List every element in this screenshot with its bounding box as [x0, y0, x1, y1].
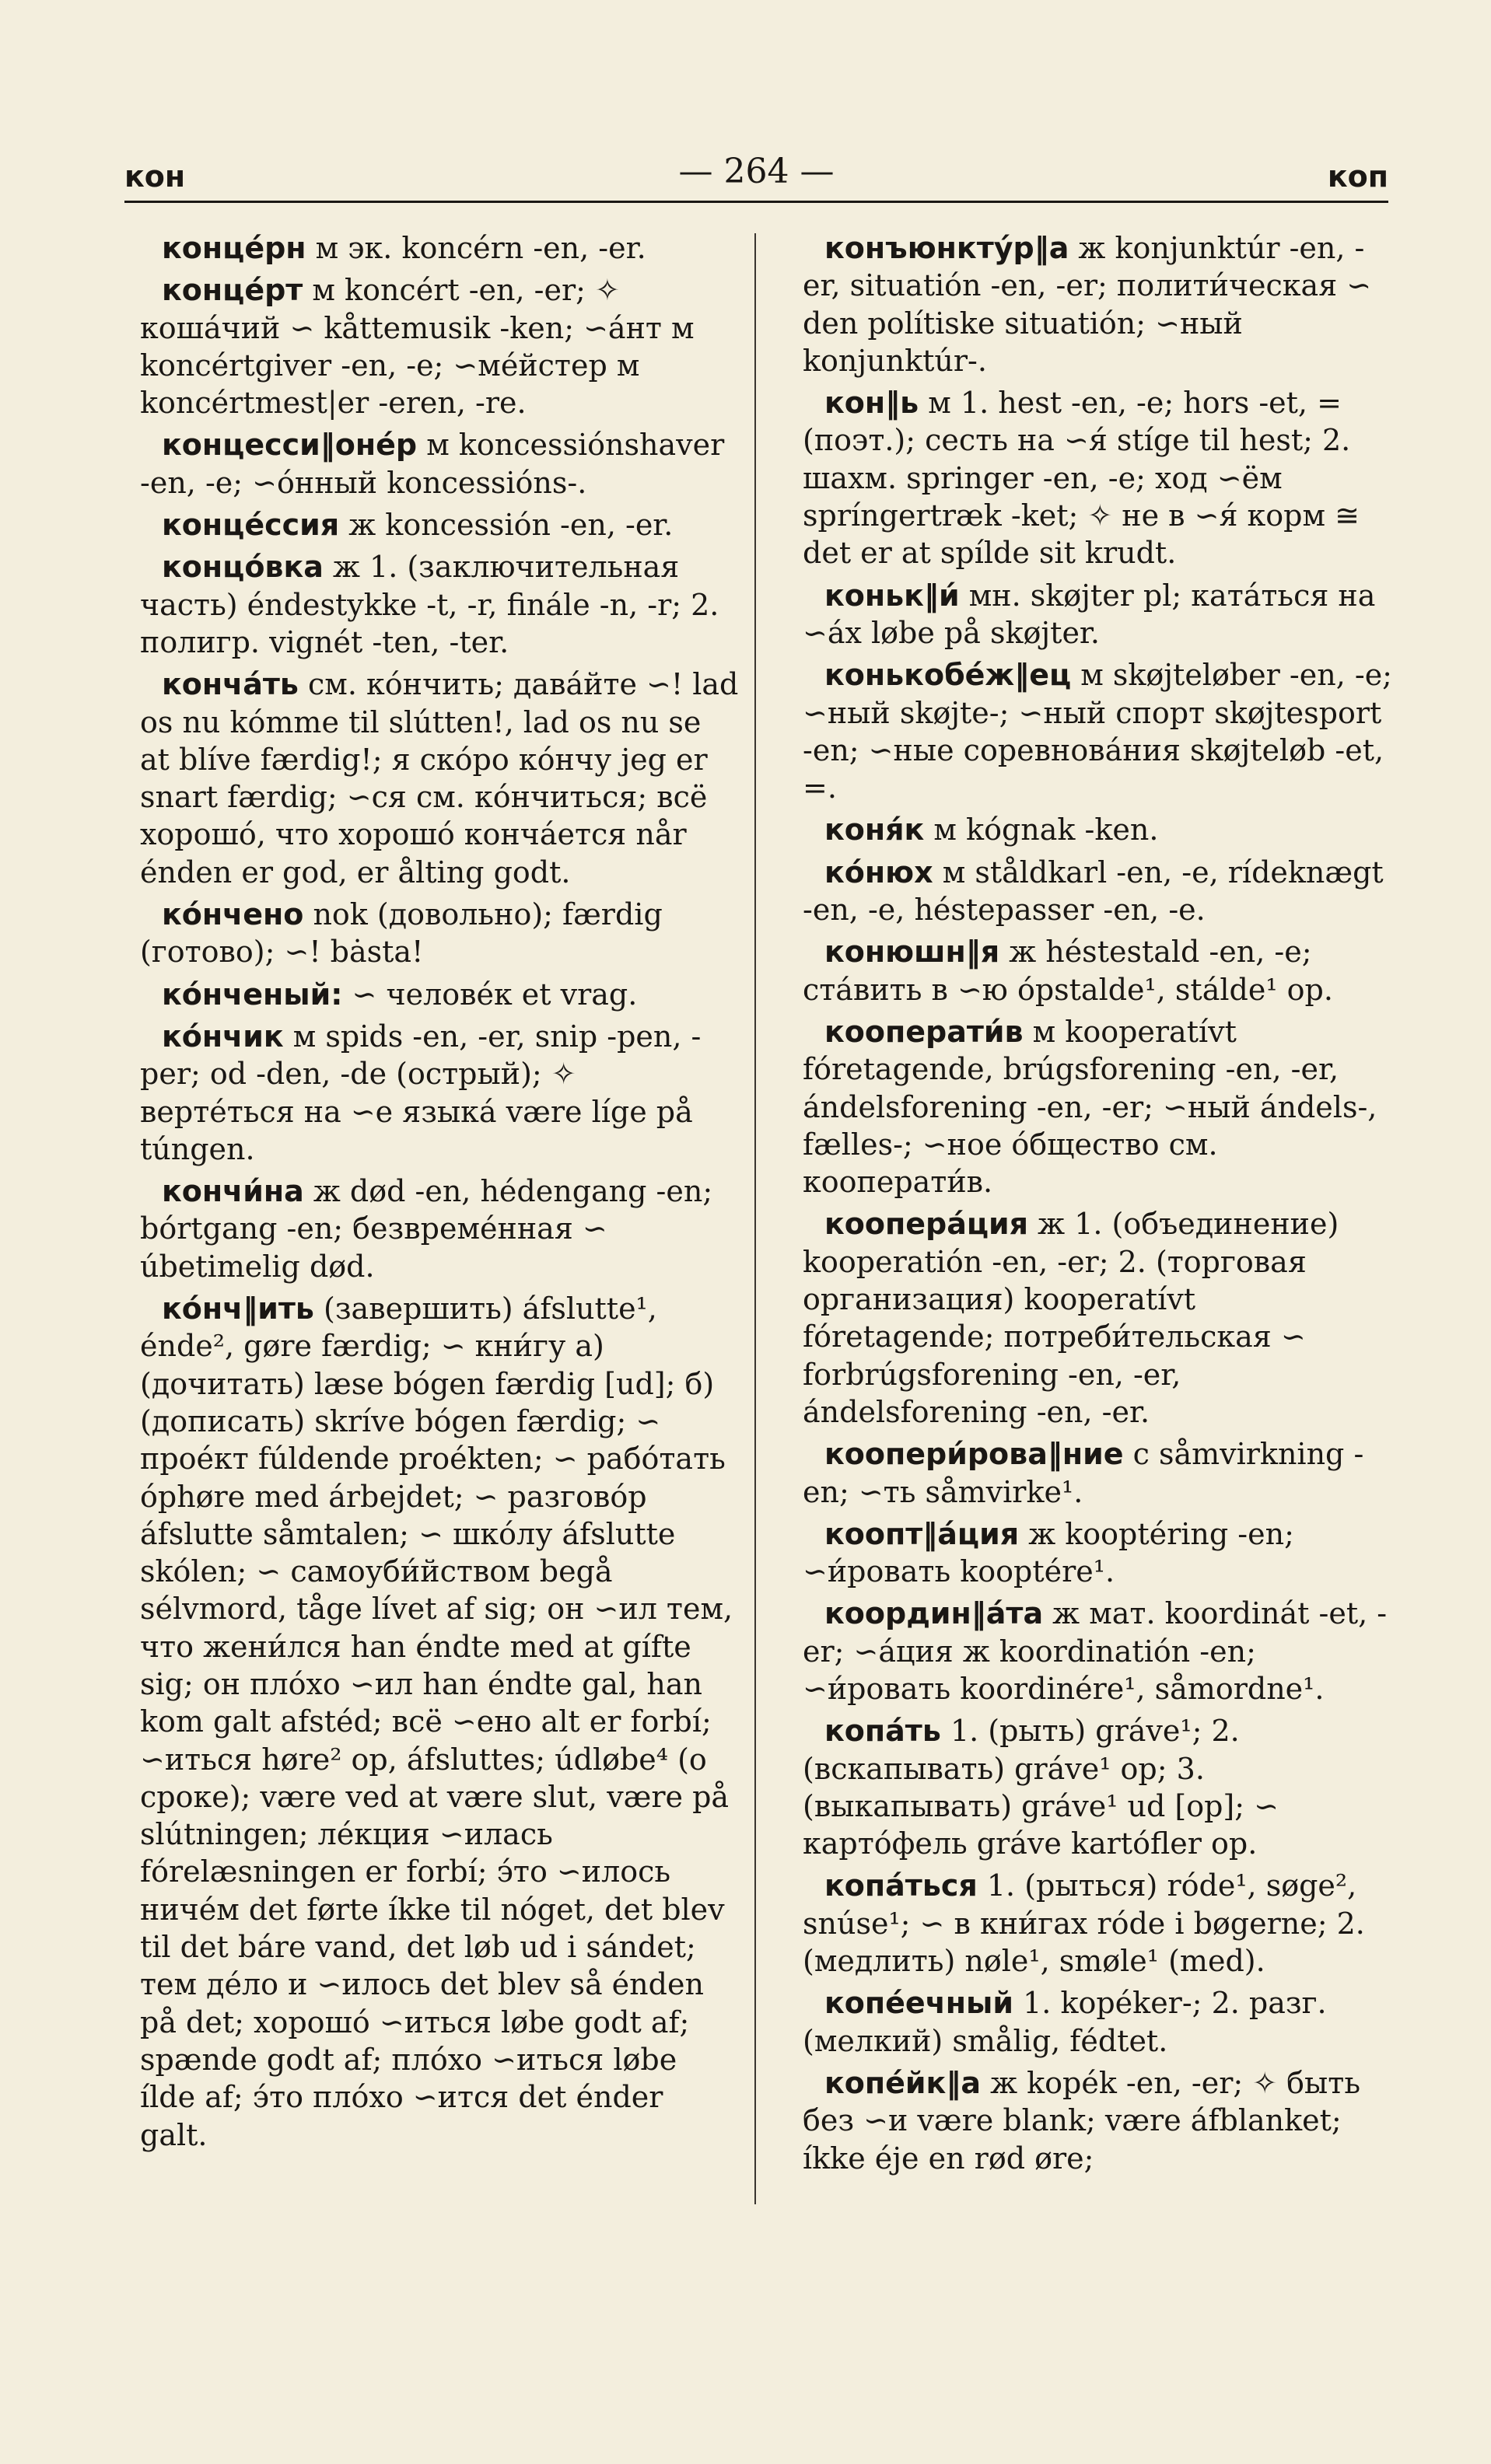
- dictionary-entry: [803, 656, 1394, 806]
- headword: коопeрáция: [824, 1207, 1029, 1242]
- header-rule: [124, 201, 1388, 203]
- headword: концéрт: [162, 273, 303, 308]
- dictionary-entry: [140, 548, 739, 661]
- entry-body: ж héstestald -en, -e; стáвить в ∽ю ópstalde¹, stálde¹ op.: [803, 935, 1333, 1007]
- entry-body: 1. kopéker-; 2. разг. (мелкий) smålig, fédtet.: [803, 1986, 1327, 2058]
- headword: кончáть: [162, 667, 299, 702]
- headword: координ‖áта: [824, 1596, 1044, 1631]
- entry-body: ж kooptéring -en; ∽и́ровать kooptére¹.: [803, 1516, 1294, 1589]
- left-column: [140, 229, 739, 2158]
- dictionary-entry: [803, 1515, 1394, 1591]
- headword: кооперати́в: [824, 1014, 1024, 1049]
- dictionary-entry: [803, 1013, 1394, 1201]
- entry-body: (завершить) áfslutte¹, énde², gøre færdig; ∽ кни́гу a) (дочитать) læse bógen færdig [ud]; б) (дописать) skríve bógen færdig; ∽ проéкт fúldende proékten; ∽ рабóтать óphøre med árbejdet; ∽ разговóр áfslutte såmtalen; ∽ шкóлу áfslutte skólen; ∽ самоуби́йством begå sélvmord, tåge lívet af sig; он ∽ил тем, что жени́лся han éndte med at gífte sig; он плóхо ∽ил han éndte gal, han kom galt afstéd; всё ∽ено alt er forbí; ∽иться høre² op, áfsluttes; údløbe⁴ (о сроке); være ved at være slut, være på slútningen; лéкция ∽илась fórelæsningen er forbí; э́то ∽илось ничéм det førte íkke til nóget, det blev til det báre vand, det løb ud i sándet; тем дéло и ∽илось det blev så énden på det; хорошó ∽иться løbe godt af; spænde godt af; плóхо ∽иться løbe ílde af; э́то плóхо ∽ится det énder galt.: [140, 1291, 733, 2152]
- entry-body: nok (довольно); færdig (готово); ∽! bȧsta!: [140, 897, 663, 970]
- dictionary-entry: [140, 1290, 739, 2154]
- headword: кóнюх: [824, 855, 933, 889]
- dictionary-entry: [140, 426, 739, 502]
- headword: кóнчено: [162, 897, 304, 932]
- dictionary-entry: [140, 1173, 739, 1285]
- headword: конькобéж‖ец: [824, 658, 1072, 693]
- dictionary-entry: [140, 1018, 739, 1168]
- dictionary-entry: [803, 1435, 1394, 1511]
- headword: кóнченый:: [162, 977, 343, 1012]
- dictionary-entry: [140, 229, 739, 267]
- entry-body: 1. (рыться) róde¹, søge², snúse¹; ∽ в кни́гах róde i bøgerne; 2. (медлить) nøle¹, smøle¹ (med).: [803, 1868, 1365, 1979]
- headword: концéссия: [162, 508, 340, 543]
- column-divider: [754, 233, 756, 2204]
- dictionary-entry: [140, 976, 739, 1013]
- entry-body: ж kopék -en, -er; ✧ быть без ∽и være blank; være áfblanket; íkke éje en rød øre;: [803, 2065, 1361, 2176]
- dictionary-entry: [140, 271, 739, 421]
- headword: копáться: [824, 1868, 978, 1903]
- headword: коопт‖áция: [824, 1516, 1020, 1551]
- headword: коопери́рова‖ние: [824, 1437, 1124, 1472]
- dictionary-entry: [140, 896, 739, 971]
- entry-body: с såmvirkning -en; ∽ть såmvirke¹.: [803, 1437, 1364, 1509]
- page-header: [124, 152, 1388, 198]
- dictionary-entry: [803, 1712, 1394, 1862]
- dictionary-entry: [140, 506, 739, 543]
- entry-body: ∽ человéк et vrag.: [342, 977, 638, 1012]
- dictionary-entry: [803, 1595, 1394, 1707]
- headword: кончи́на: [162, 1174, 304, 1209]
- entry-body: м kógnak -ken.: [924, 813, 1159, 848]
- entry-body: м эк. koncérn -en, -er.: [306, 231, 646, 265]
- dictionary-entry: [140, 666, 739, 891]
- headword: копáть: [824, 1714, 941, 1749]
- entry-body: см. кóнчить; давáйте ∽! lad os nu kómme til slútten!, lad os nu se at blíve færdig!; я скóро кóнчу jeg er snart færdig; ∽ся см. кóнчиться; всё хорошó, что хорошó кончáется når énden er god, er ålting godt.: [140, 667, 739, 889]
- dictionary-entry: [803, 854, 1394, 929]
- entry-body: ж мат. koordinát -et, -er; ∽áция ж koordinatión -en; ∽и́ровать koordinére¹, såmordne¹.: [803, 1596, 1388, 1706]
- headword: кóнчик: [162, 1019, 284, 1054]
- entry-body: м skøjteløber -en, -e; ∽ный skøjte-; ∽ный спорт skøjtesport -en; ∽ные соревновáния skøjteløb -et, =.: [803, 658, 1392, 806]
- entry-body: м koncessiónshaver -en, -e; ∽óнный koncessións-.: [140, 428, 725, 500]
- headword: копéйк‖а: [824, 2065, 981, 2100]
- headword: кон‖ь: [824, 386, 919, 421]
- headword: конъюнктýр‖а: [824, 231, 1069, 265]
- entry-body: м kooperatívt fóretagende, brúgsforening -en, -er, ándelsforening -en, -er; ∽ный ándels-, fælles-; ∽ное óбщество см. кооперати́в.: [803, 1014, 1377, 1200]
- entry-body: ж 1. (заключительная часть) éndestykke -t, -r, finále -n, -r; 2. полигр. vignét -ten, -ter.: [140, 550, 719, 659]
- entry-body: ж død -en, hédengang -en; bórtgang -en; безвремéнная ∽ úbetimelig død.: [140, 1174, 713, 1284]
- entry-body: м 1. hest -en, -e; hors -et, = (поэт.); сесть на ∽я́ stíge til hest; 2. шахм. springer -en, -e; ход ∽ём spríngertræk -ket; ✧ не в ∽я́ корм ≅ det er at spílde sit krudt.: [803, 386, 1360, 571]
- entry-body: ж koncessión -en, -er.: [339, 508, 674, 543]
- dictionary-entry: [803, 577, 1394, 652]
- dictionary-entry: [803, 229, 1394, 379]
- header-left-guideword: кон: [124, 159, 186, 194]
- headword: концóвка: [162, 550, 324, 585]
- entry-body: м spids -en, -er, snip -pen, -per; od -den, -de (острый); ✧ вертéться на ∽е языкá være líge på túngen.: [140, 1019, 702, 1166]
- dictionary-entry: [803, 2064, 1394, 2177]
- headword: концесси‖онéр: [162, 428, 418, 463]
- headword: коньк‖и́: [824, 578, 960, 613]
- entry-body: ж 1. (объединение) kooperatión -en, -er; 2. (торговая организация) kooperatívt fóretagende; потреби́тельская ∽ forbrúgsforening -en, -er, ándelsforening -en, -er.: [803, 1207, 1339, 1429]
- headword: копéечный: [824, 1986, 1014, 2021]
- header-right-guideword: коп: [1327, 159, 1388, 194]
- entry-body: ж konjunktúr -en, -er, situatión -en, -er; полити́ческая ∽ den polítiske situatión; ∽ный konjunktúr-.: [803, 231, 1372, 378]
- entry-body: м ståldkarl -en, -e, rídeknægt -en, -e, héstepasser -en, -e.: [803, 855, 1384, 928]
- headword: конюшн‖я: [824, 935, 1000, 970]
- dictionary-entry: [803, 1984, 1394, 2060]
- dictionary-entry: [803, 811, 1394, 848]
- headword: концéрн: [162, 231, 306, 265]
- dictionary-entry: [803, 1205, 1394, 1431]
- entry-body: 1. (рыть) gráve¹; 2. (вскапывать) gráve¹ op; 3. (выкапывать) gráve¹ ud [op]; ∽ картóфель gráve kartófler op.: [803, 1714, 1279, 1861]
- dictionary-entry: [803, 384, 1394, 571]
- right-column: [803, 229, 1394, 2182]
- dictionary-entry: [803, 933, 1394, 1008]
- entry-body: м koncért -en, -er; ✧ кошáчий ∽ kåttemusik -ken; ∽áнт м koncértgiver -en, -e; ∽мéйстер м koncértmest|er -eren, -re.: [140, 273, 695, 421]
- dictionary-entry: [803, 1867, 1394, 1980]
- headword: коня́к: [824, 813, 925, 848]
- entry-body: мн. skøjter pl; катáться на ∽áх løbe på skøjter.: [803, 578, 1376, 650]
- headword: кóнч‖ить: [162, 1291, 314, 1326]
- page-number: — 264 —: [678, 152, 835, 191]
